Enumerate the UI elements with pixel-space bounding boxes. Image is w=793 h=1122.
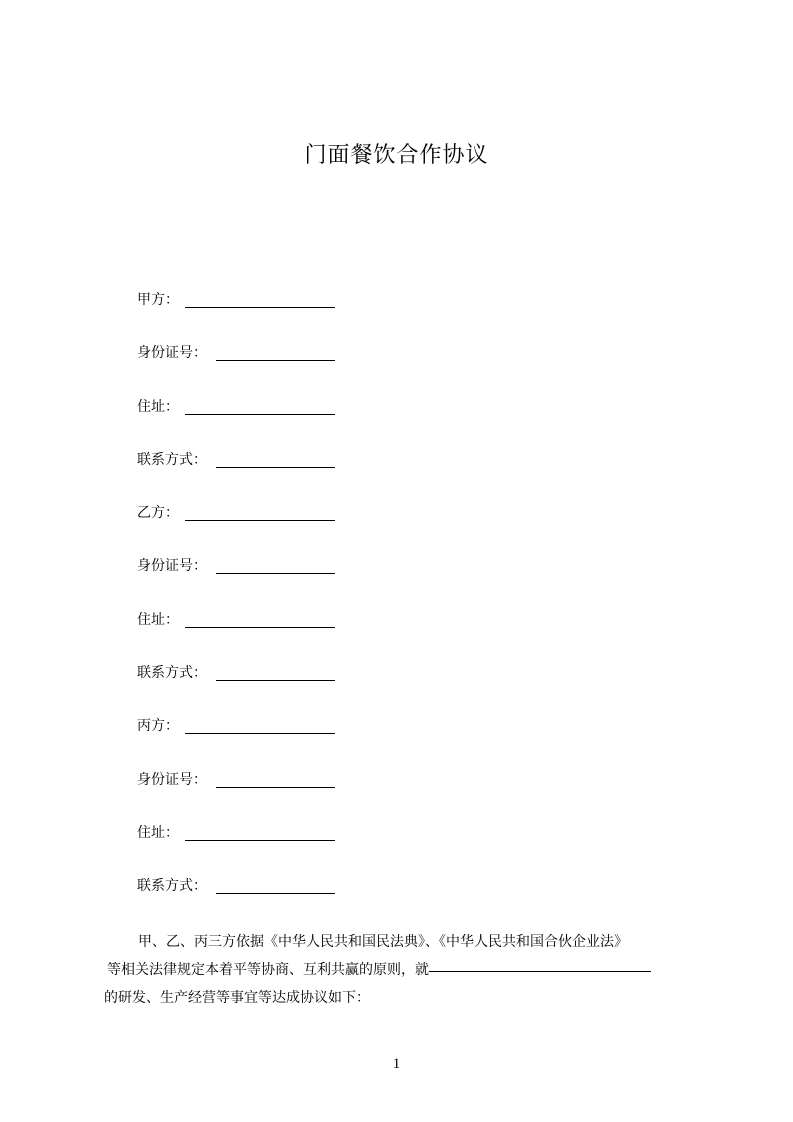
fill-in-blank bbox=[185, 414, 335, 415]
field-party-c-address bbox=[137, 821, 457, 874]
paragraph-text: 等相关法律规定本着平等协商、互利共赢的原则，就 bbox=[107, 962, 429, 978]
field-label: 身份证号： bbox=[137, 771, 207, 788]
field-label: 联系方式： bbox=[137, 451, 207, 468]
paragraph-line bbox=[104, 956, 704, 984]
field-label: 身份证号： bbox=[137, 558, 207, 575]
fill-in-blank bbox=[185, 627, 335, 628]
field-party-b bbox=[137, 501, 457, 554]
fill-in-blank bbox=[216, 467, 335, 468]
field-label: 住址： bbox=[137, 824, 179, 841]
paragraph-line: 甲、乙、丙三方依据《中华人民共和国民法典》、《中华人民共和国合伙企业法》 bbox=[138, 934, 628, 950]
field-party-c-contact bbox=[137, 874, 457, 927]
agreement-intro-paragraph bbox=[104, 928, 704, 1012]
field-party-b-id bbox=[137, 554, 457, 607]
field-label: 联系方式： bbox=[137, 665, 207, 682]
fill-in-blank bbox=[216, 573, 335, 574]
field-label: 乙方： bbox=[137, 505, 179, 522]
field-party-a-contact bbox=[137, 448, 457, 501]
field-party-b-address bbox=[137, 608, 457, 661]
field-party-a-address bbox=[137, 395, 457, 448]
party-fields bbox=[137, 288, 457, 928]
fill-in-blank bbox=[216, 787, 335, 788]
fill-in-blank bbox=[216, 893, 335, 894]
fill-in-blank bbox=[185, 733, 335, 734]
paragraph-line: 的研发、生产经营等事宜等达成协议如下： bbox=[104, 990, 370, 1006]
field-label: 丙方： bbox=[137, 718, 179, 735]
field-party-a bbox=[137, 288, 457, 341]
field-label: 甲方： bbox=[137, 292, 179, 308]
fill-in-blank bbox=[185, 840, 335, 841]
field-party-c bbox=[137, 714, 457, 767]
fill-in-blank bbox=[429, 971, 651, 972]
page-number: 1 bbox=[392, 1056, 401, 1072]
field-party-c-id bbox=[137, 768, 457, 821]
fill-in-blank bbox=[185, 520, 335, 521]
field-label: 身份证号： bbox=[137, 345, 207, 362]
fill-in-blank bbox=[216, 360, 335, 361]
fill-in-blank bbox=[216, 680, 335, 681]
field-label: 住址： bbox=[137, 611, 179, 628]
document-title: 门面餐饮合作协议 bbox=[304, 143, 489, 168]
fill-in-blank bbox=[185, 307, 335, 308]
field-party-a-id bbox=[137, 341, 457, 394]
field-label: 住址： bbox=[137, 398, 179, 415]
field-party-b-contact bbox=[137, 661, 457, 714]
field-label: 联系方式： bbox=[137, 878, 207, 895]
